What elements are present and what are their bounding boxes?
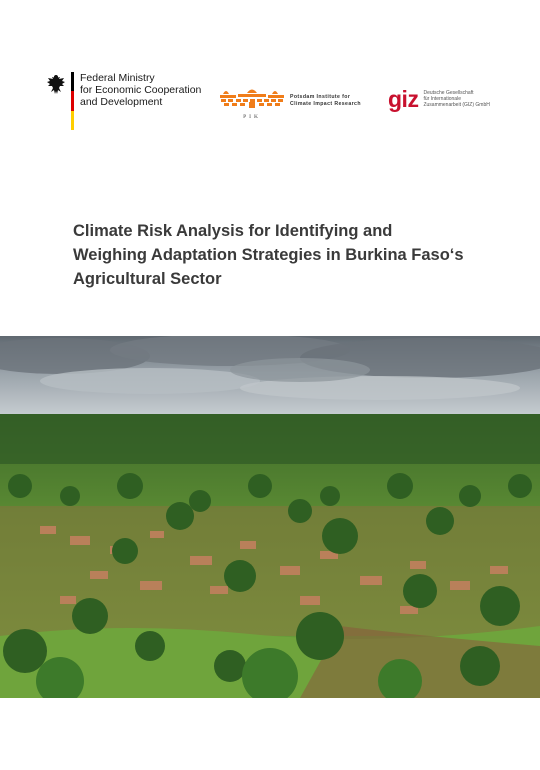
german-flag-bar <box>71 72 74 130</box>
giz-line: Zusammenarbeit (GIZ) GmbH <box>423 102 490 109</box>
giz-line: Deutsche Gesellschaft <box>423 90 474 96</box>
bmz-name <box>80 72 201 130</box>
giz-name <box>423 90 489 109</box>
sky <box>0 336 540 418</box>
title-line: Climate Risk Analysis for Identifying and <box>73 222 393 240</box>
pik-letters: PIK <box>243 114 261 120</box>
bmz-logo <box>46 72 201 130</box>
pik-mark <box>220 86 284 120</box>
giz-logo <box>388 88 490 110</box>
title-line: Agricultural Sector <box>73 270 222 288</box>
federal-eagle-icon <box>46 74 66 98</box>
pik-logo <box>220 86 361 120</box>
bmz-line: for Economic Cooperation <box>80 84 202 96</box>
giz-line: für Internationale <box>423 96 461 103</box>
cover-photo <box>0 336 540 698</box>
pik-telescope-icon <box>220 86 284 108</box>
pik-line: Climate Impact Research <box>290 101 361 107</box>
bmz-line: Federal Ministry <box>80 72 155 84</box>
pik-name <box>290 94 361 108</box>
title-line: Weighing Adaptation Strategies in Burkina Faso‘s <box>73 246 464 264</box>
bmz-line: and Development <box>80 96 163 108</box>
document-title <box>73 219 464 291</box>
pik-line: Potsdam Institute for <box>290 94 351 100</box>
giz-wordmark: giz <box>388 86 419 112</box>
